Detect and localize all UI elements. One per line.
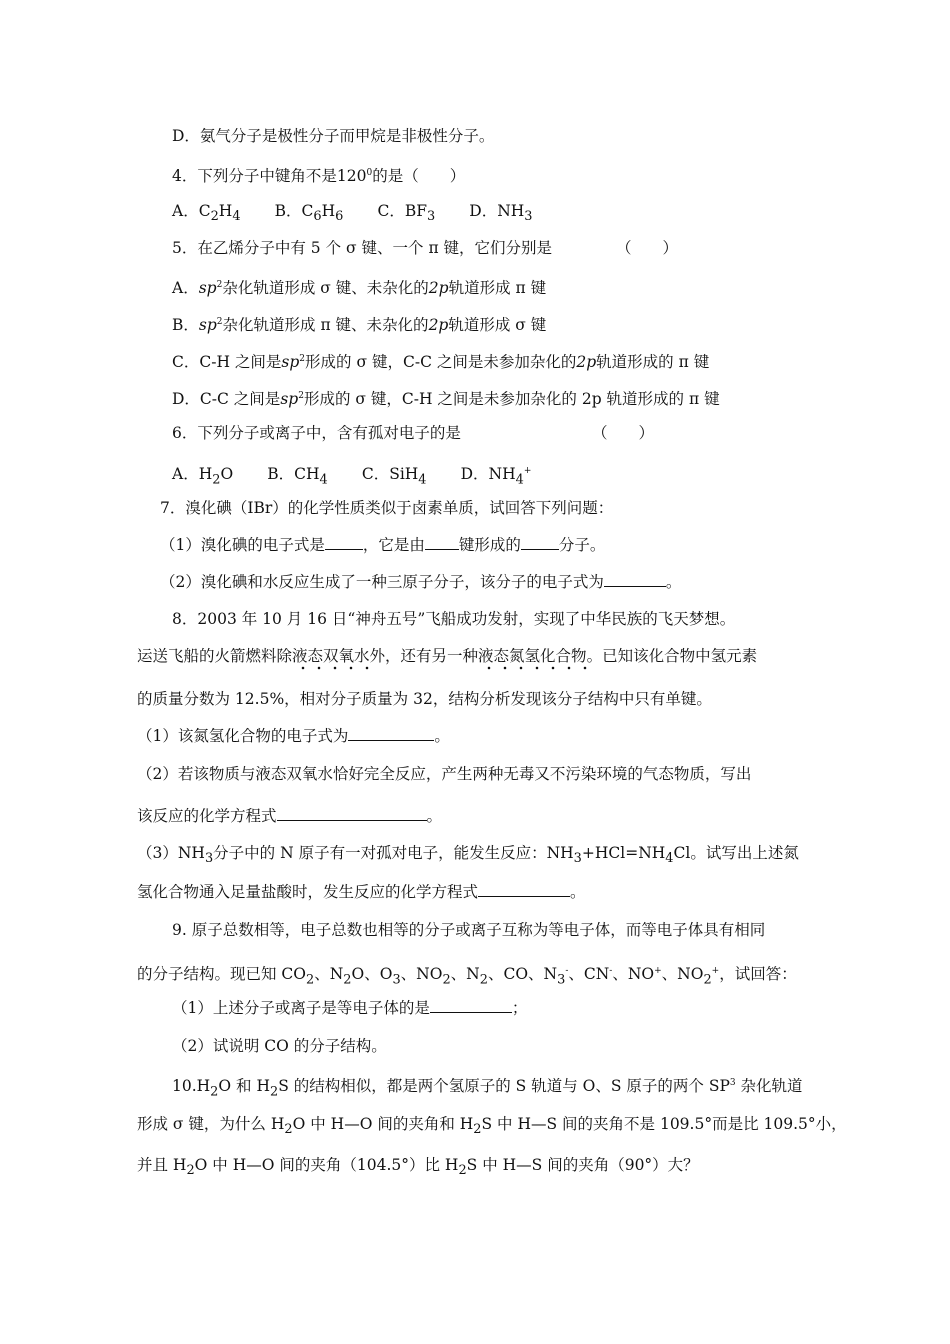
q8-stem: 8．2003 年 10 月 16 日“神舟五号”飞船成功发射，实现了中华民族的飞天梦想。	[172, 610, 736, 628]
q6-stem: 6．下列分子或离子中，含有孤对电子的是	[172, 424, 461, 442]
q8-part3-line2: 氢化合物通入足量盐酸时，发生反应的化学方程式 。	[137, 883, 586, 901]
q8-part2-line1: （2）若该物质与液态双氧水恰好完全反应，产生两种无毒又不污染环境的气态物质，写出	[137, 765, 752, 783]
q5-option-a: A．$sp^2$杂化轨道形成 σ 键、未杂化的2p轨道形成 π 键	[172, 279, 547, 298]
q10-line2: 形成 σ 键，为什么 $H_2O$ 中 H—O 间的夹角和 $H_2S$ 中 H—S 间的夹角不是 109.5°而是比 109.5°小，	[137, 1115, 847, 1138]
q4-options: A．$C_2H_4$ B．$C_6H_6$ C．$BF_3$ D．$NH_3$	[172, 202, 533, 225]
q8-part3-line1: $(3)NH_3$分子中的 N 原子有一对孤对电子，能发生反应：$NH_3+HCl=NH_4Cl$。试写出上述氮	[137, 844, 799, 867]
q9-line2: 的分子结构。现已知 $CO_2$、$N_2O$、$O_3$、$NO_2$、$N_2$、CO、$N_3^-$、CN-、NO+、$NO_2^+$，试回答：	[137, 965, 797, 988]
q6-options: A．$H_2O$ B．$CH_4$ C．SiH$_4$ D．$NH_4^+$	[172, 465, 532, 488]
q5-option-c: C．C-H 之间是$sp^2$形成的 σ 键，C-C 之间是未参加杂化的2p轨道形成的 π 键	[172, 353, 710, 372]
q10-line1: $10.H_2O$ 和 $H_2S$ 的结构相似，都是两个氢原子的 S 轨道与 O、S 原子的两个 $SP^3$ 杂化轨道	[172, 1077, 803, 1100]
q8-line3: 的质量分数为 12.5%，相对分子质量为 32，结构分析发现该分子结构中只有单键。	[137, 690, 712, 708]
q5-option-b: B．$sp^2$杂化轨道形成 π 键、未杂化的2p轨道形成 σ 键	[172, 316, 547, 335]
q8-part2-line2: 该反应的化学方程式 。	[137, 807, 443, 825]
q9-line1: 9. 原子总数相等，电子总数也相等的分子或离子互称为等电子体，而等电子体具有相同	[172, 921, 766, 939]
emphasis-dots: 液态双氧水	[292, 647, 370, 671]
q5-answer-paren: （ ）	[616, 239, 679, 257]
q7-stem: 7．溴化碘（IBr）的化学性质类似于卤素单质，试回答下列问题：	[160, 499, 614, 517]
q3-option-d: D．氨气分子是极性分子而甲烷是非极性分子。	[172, 127, 495, 145]
q5-stem: 5．在乙烯分子中有 5 个 σ 键、一个 π 键，它们分别是	[172, 239, 553, 257]
q9-part1: （1）上述分子或离子是等电子体的是 ；	[172, 999, 528, 1017]
q5-option-d: D．C-C 之间是$sp^2$形成的 σ 键，C-H 之间是未参加杂化的 2p 轨道形成的 π 键	[172, 390, 720, 409]
q7-part2: （2）溴化碘和水反应生成了一种三原子分子，该分子的电子式为 。	[160, 573, 682, 591]
q7-part1: （1）溴化碘的电子式是 ，它是由 键形成的 分子。	[160, 536, 606, 554]
q6-answer-paren: （ ）	[592, 424, 655, 442]
q9-part2: （2）试说明 CO 的分子结构。	[172, 1037, 387, 1055]
emphasis-dots: 液态氮氢化合物	[478, 647, 587, 671]
q4-stem: 4．下列分子中键角不是$120^0$的是（ ）	[172, 167, 466, 186]
q8-part1: （1）该氮氢化合物的电子式为 。	[137, 727, 450, 745]
q10-line3: 并且 $H_2O$ 中 H—O 间的夹角（104.5°）比 $H_2S$ 中 H—S 间的夹角（90°）大？	[137, 1156, 699, 1179]
q8-line2: 运送飞船的火箭燃料除液态双氧水外，还有另一种液态氮氢化合物。已知该化合物中氢元素	[137, 646, 757, 666]
